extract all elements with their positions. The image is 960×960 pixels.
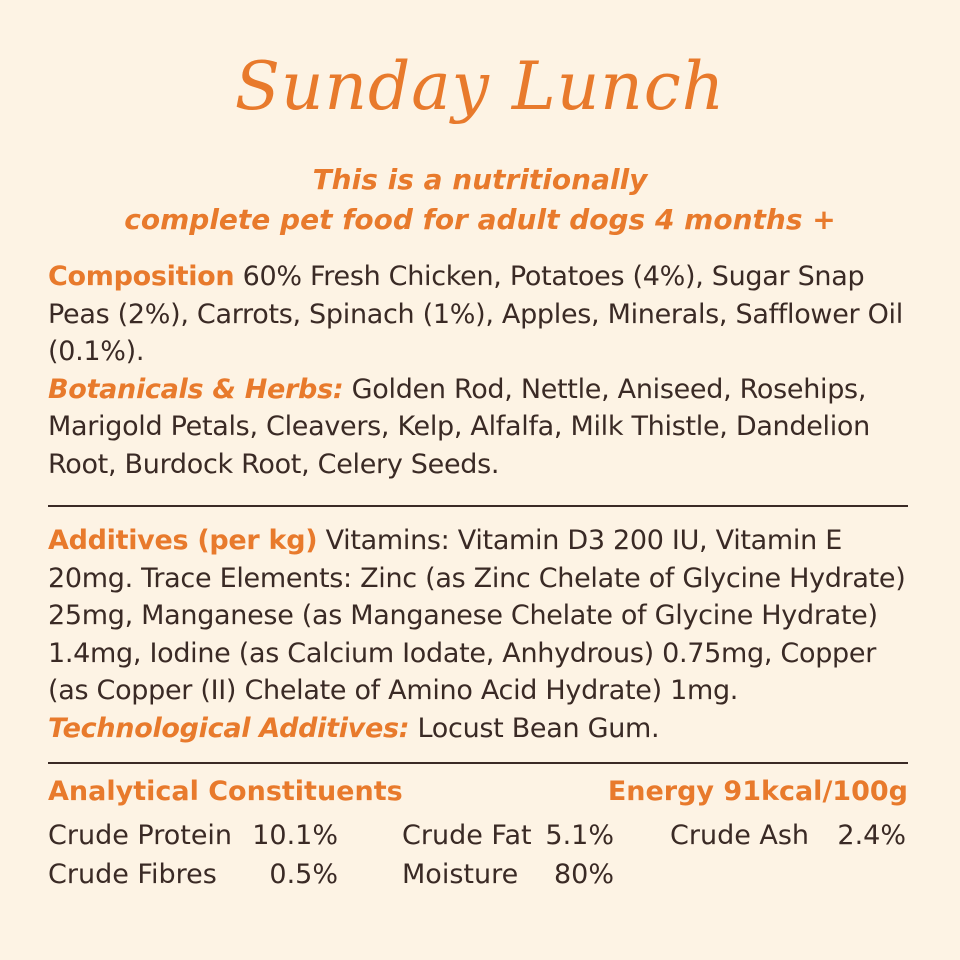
subtitle-line-1: This is a nutritionally <box>312 163 648 196</box>
analytical-heading: Analytical Constituents <box>48 776 403 807</box>
composition-section <box>48 258 918 483</box>
nutrient-name: Crude Fat <box>402 820 532 851</box>
nutrient-value: 2.4% <box>837 820 906 851</box>
nutrient-value: 0.5% <box>269 859 338 890</box>
additives-section <box>48 522 918 747</box>
nutrient-value: 10.1% <box>252 820 338 851</box>
additives-text: Vitamins: Vitamin D3 200 IU, Vitamin E 20mg. Trace Elements: Zinc (as Zinc Chelate of Glycine Hydrate) 25mg, Manganese (as Manganese Chelate of Glycine Hydrate) 1.4mg, Iodine (as Calcium Iodate, Anhydrous) 0.75mg, Copper (as Copper (II) Chelate of Amino Acid Hydrate) 1mg. <box>48 525 906 706</box>
product-title: Sunday Lunch <box>234 48 726 125</box>
tech-additives-text: Locust Bean Gum. <box>417 712 660 744</box>
nutrient-name: Crude Fibres <box>48 859 217 890</box>
botanicals-text: Golden Rod, Nettle, Aniseed, Rosehips, Marigold Petals, Cleavers, Kelp, Alfalfa, Milk Thistle, Dandelion Root, Burdock Root, Celery Seeds. <box>48 373 870 480</box>
botanicals-heading: Botanicals & Herbs: <box>48 373 344 405</box>
subtitle-line-2: complete pet food for adult dogs 4 months + <box>124 203 836 236</box>
nutrient-name: Crude Protein <box>48 820 233 851</box>
additives-heading: Additives (per kg) <box>48 525 318 556</box>
composition-heading: Composition <box>48 261 235 292</box>
nutrient-value: 80% <box>553 859 614 890</box>
nutrient-name: Moisture <box>402 859 519 890</box>
divider-1 <box>48 505 908 507</box>
divider-2 <box>48 762 908 764</box>
nutrient-value: 5.1% <box>545 820 614 851</box>
tech-additives-heading: Technological Additives: <box>48 712 410 744</box>
nutrient-name: Crude Ash <box>670 820 810 851</box>
energy-value: Energy 91kcal/100g <box>607 776 908 807</box>
composition-text: 60% Fresh Chicken, Potatoes (4%), Sugar Snap Peas (2%), Carrots, Spinach (1%), Apples, Minerals, Safflower Oil (0.1%). <box>48 261 903 367</box>
product-subtitle <box>0 160 960 240</box>
